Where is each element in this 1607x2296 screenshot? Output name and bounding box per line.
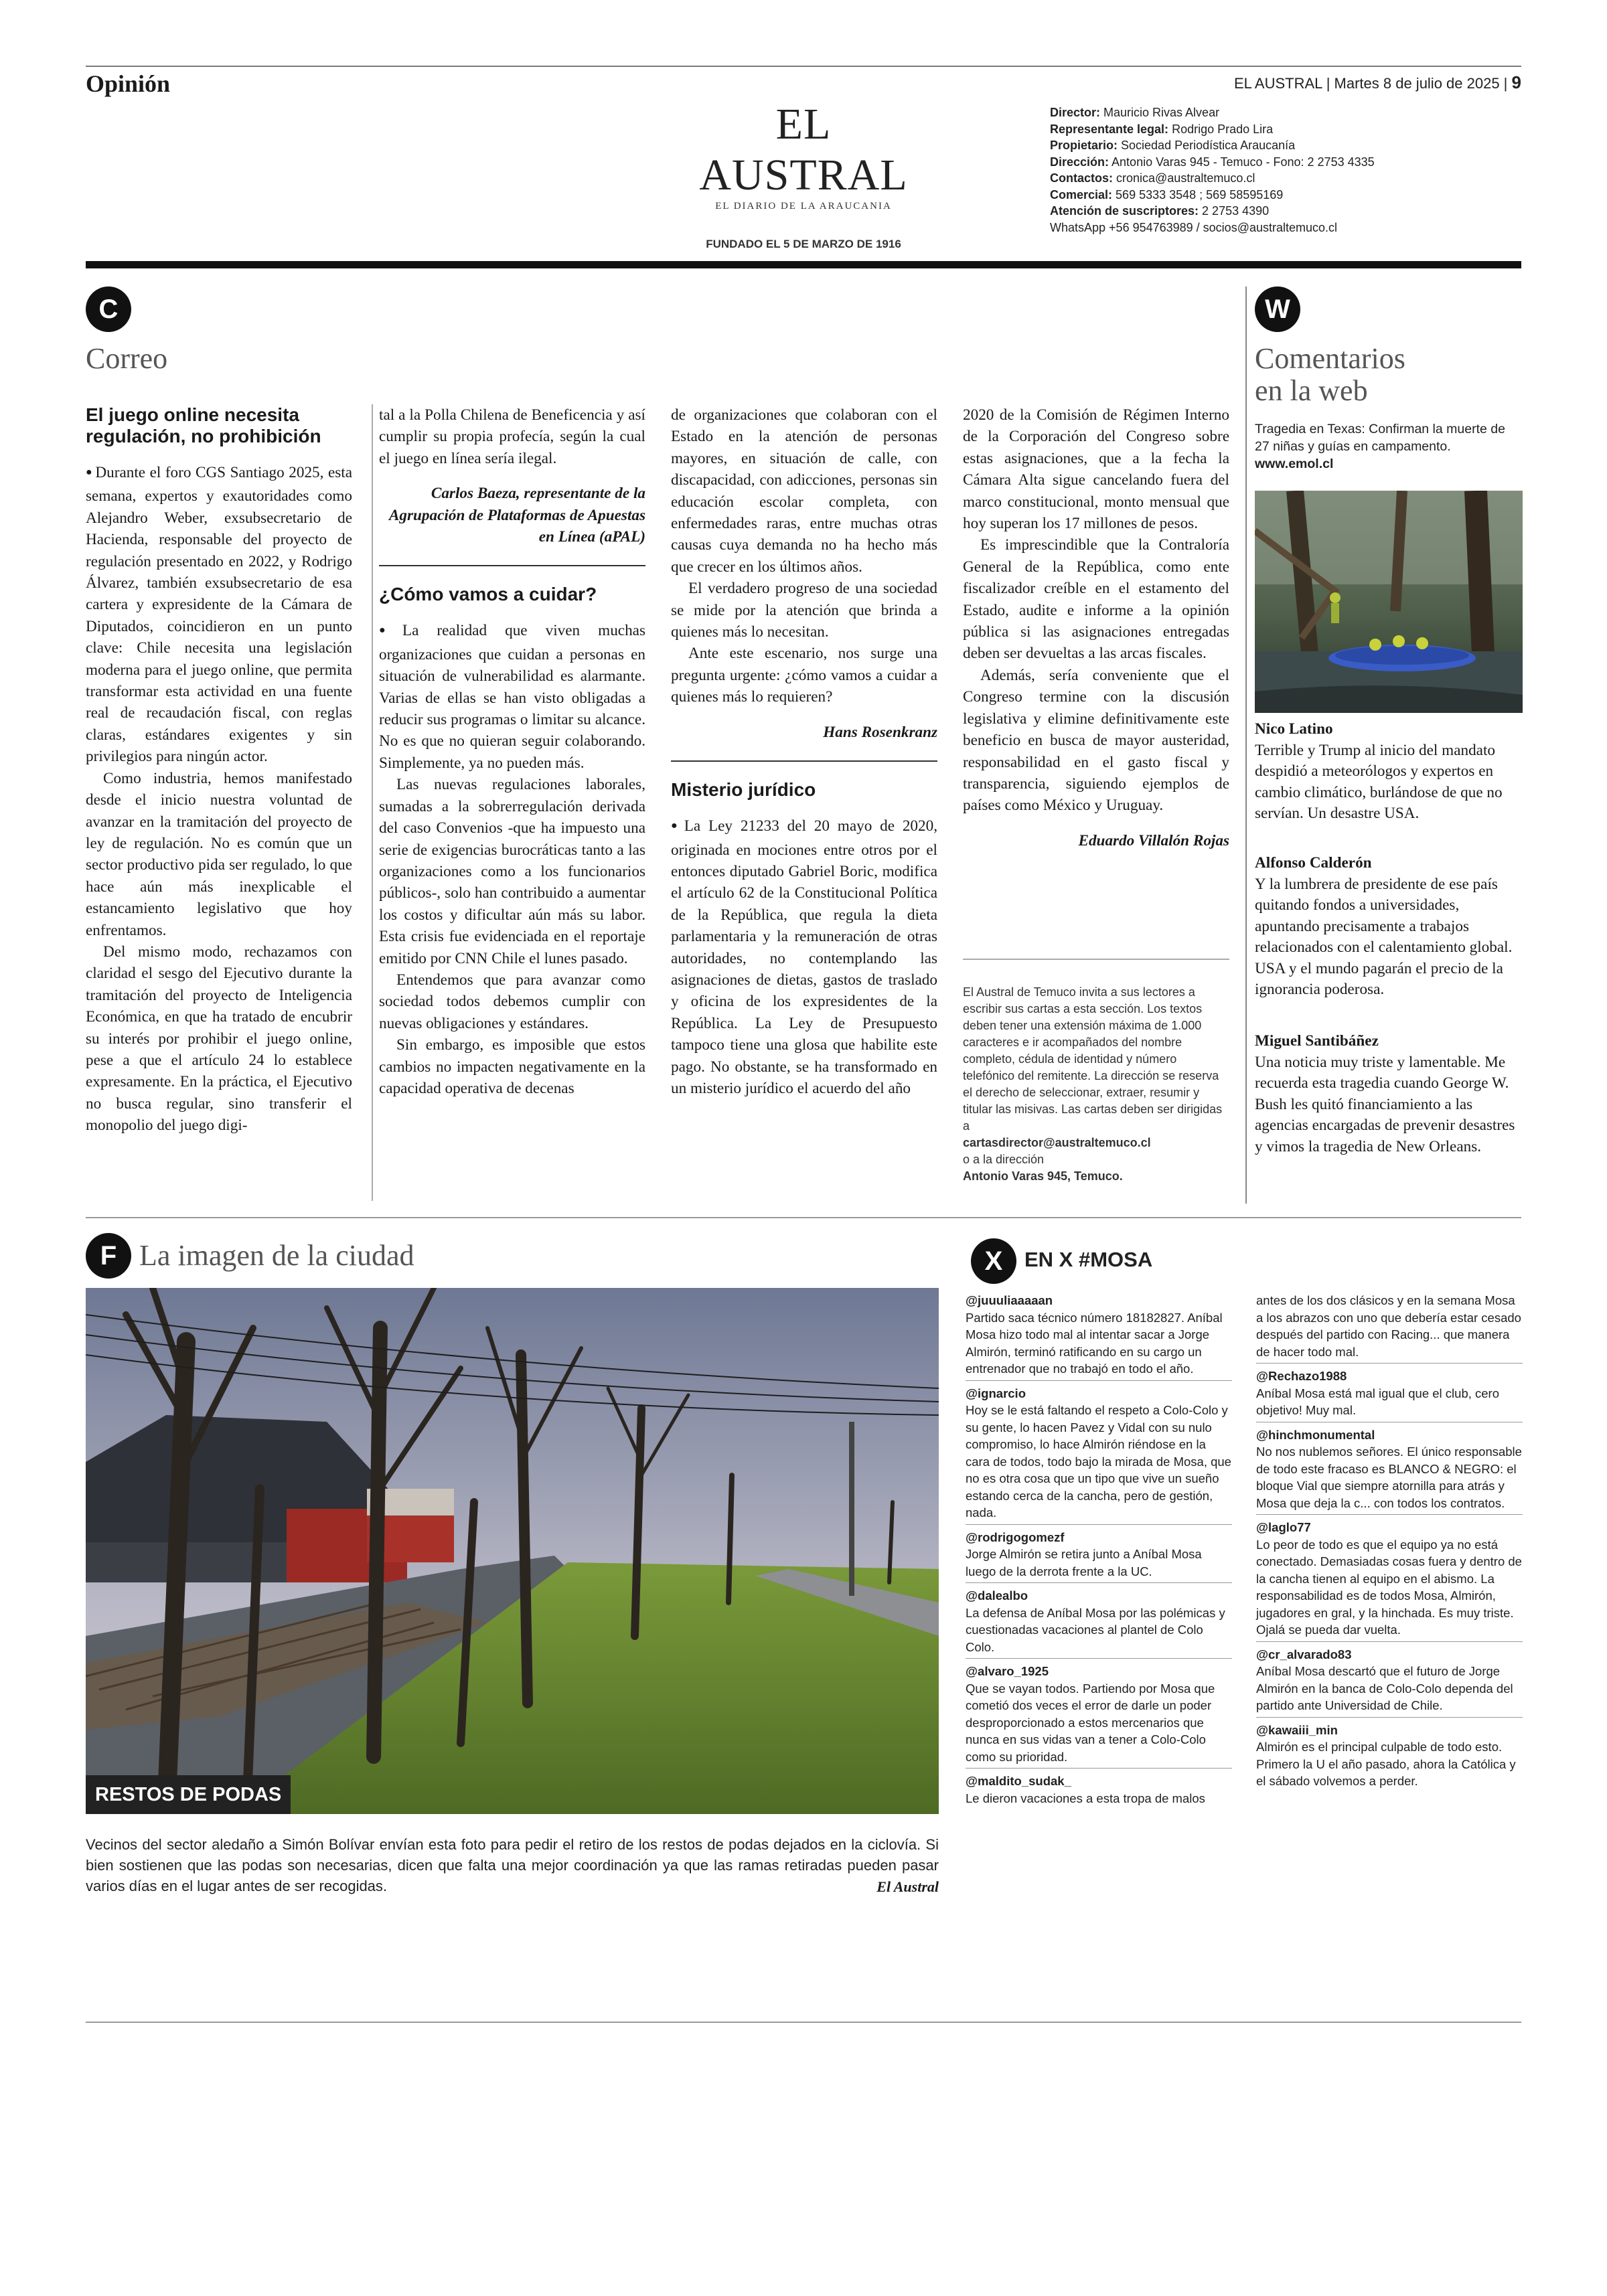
letter-paragraph: ● La realidad que viven muchas organizaciones que cuidan a personas en situación de vulnerabilidad es alarmante. Varias de ellas se han visto obligadas a reducir sus programas o limitar su alcance. No es que no quieran seguir colaborando. Simplemente, ya no pueden más. bbox=[379, 620, 645, 774]
masthead-title: EL AUSTRAL bbox=[699, 100, 908, 199]
correo-title: Correo bbox=[86, 342, 168, 375]
web-comment-name: Miguel Santibáñez bbox=[1255, 1032, 1379, 1050]
top-rule bbox=[86, 66, 1521, 67]
header-thick-rule bbox=[86, 261, 1521, 268]
staff-label: Director: bbox=[1050, 106, 1101, 119]
pruning-photo-illustration bbox=[86, 1288, 939, 1814]
tweet-text: Aníbal Mosa descartó que el futuro de Jorge Almirón en la banca de Colo-Colo dependa del partido ante Universidad de Chile. bbox=[1256, 1664, 1513, 1712]
tweet bbox=[966, 1292, 1232, 1381]
letter-paragraph: tal a la Polla Chilena de Beneficencia y así cumplir su propia profecía, según la cual el juego en línea sería ilegal. bbox=[379, 406, 645, 467]
tweet bbox=[1256, 1646, 1523, 1718]
web-letter-icon: W bbox=[1255, 286, 1300, 332]
letter-paragraph: Sin embargo, es imposible que estos cambios no impacten negativamente en la capacidad operativa de decenas bbox=[379, 1036, 645, 1097]
tweet-text: La defensa de Aníbal Mosa por las polémicas y cuestionadas vacaciones al plantel de Colo Colo. bbox=[966, 1605, 1225, 1654]
letter-paragraph: ● La Ley 21233 del 20 mayo de 2020, originada en mociones entre otros por el entonces diputado Gabriel Boric, modifica el artículo 62 de la Constitucional Política de la República, que regula la dieta parlamentaria y la remuneración de otras autoridades, no contemplando las asignaciones de dietas, gastos de traslado y oficina de los expresidentes de la República. La Ley de Presupuesto tampoco tiene una glosa que habilite este pago. No obstante, se ha transformado en un misterio jurídico el acuerdo del año bbox=[671, 815, 937, 1099]
letter-column-3 bbox=[671, 404, 937, 1099]
photo-caption-label: RESTOS DE PODAS bbox=[86, 1775, 291, 1814]
letter-paragraph: de organizaciones que colaboran con el Estado en la atención de personas mayores, en situación de calle, con discapacidad, con adicciones, personas sin educación escolar completa, con enfermedades raras, entre muchas otras causas cuya demanda no ha hecho más que crecer en los últimos años. bbox=[671, 406, 937, 576]
tweet-continuation bbox=[1256, 1292, 1523, 1364]
tweet-text: Partido saca técnico número 18182827. Aníbal Mosa hizo todo mal al intentar sacar a Jorge Almirón, terminó ratificando en su cargo un entrenador que no trabajó en todo el año. bbox=[966, 1310, 1223, 1376]
founded-date: FUNDADO EL 5 DE MARZO DE 1916 bbox=[706, 238, 901, 250]
tweet-user[interactable]: @hinchmonumental bbox=[1256, 1427, 1375, 1442]
x-logo-icon: X bbox=[971, 1238, 1016, 1284]
bottom-rule bbox=[86, 2022, 1521, 2023]
web-comment-text: Terrible y Trump al inicio del mandato despidió a meteorólogos y expertos en cambio climático, burlándose de que no servían. Un desastre USA. bbox=[1255, 741, 1503, 822]
staff-row bbox=[1050, 137, 1478, 154]
x-section-title: EN X #MOSA bbox=[1024, 1248, 1153, 1271]
staff-value: Sociedad Periodística Araucanía bbox=[1118, 139, 1296, 152]
note-divider bbox=[963, 959, 1229, 960]
staff-row bbox=[1050, 220, 1478, 236]
tweet bbox=[966, 1773, 1232, 1809]
tweet-user[interactable]: @cr_alvarado83 bbox=[1256, 1647, 1352, 1661]
web-comment-name: Alfonso Calderón bbox=[1255, 854, 1372, 872]
web-title-line2: en la web bbox=[1255, 374, 1368, 407]
paper-date-text: EL AUSTRAL | Martes 8 de julio de 2025 | bbox=[1233, 75, 1508, 92]
tweet bbox=[966, 1385, 1232, 1525]
letter-signature: Carlos Baeza, representante de la Agrupación de Plataformas de Apuestas en Línea (aPAL) bbox=[388, 485, 645, 546]
page-number: 9 bbox=[1511, 72, 1521, 92]
letter-divider bbox=[671, 760, 937, 762]
letter-paragraph: Del mismo modo, rechazamos con claridad el sesgo del Ejecutivo durante la tramitación del proyecto de Inteligencia Económica, en que ha tratado de encubrir su interés por prohibir el juego online, pese a que el artículo 24 lo establece expresamente. En la práctica, el Ejecutivo no busca regular, sino transferir el monopolio del juego digi- bbox=[86, 942, 352, 1135]
tweet bbox=[966, 1529, 1232, 1584]
staff-value: Rodrigo Prado Lira bbox=[1168, 122, 1274, 136]
tweet-column-1 bbox=[966, 1292, 1232, 1813]
city-photo bbox=[86, 1288, 939, 1814]
submission-note bbox=[963, 984, 1229, 1185]
letter-signature: Eduardo Villalón Rojas bbox=[1078, 831, 1229, 849]
photo-caption-text: Vecinos del sector aledaño a Simón Bolívar envían esta foto para pedir el retiro de los restos de podas dejados en la ciclovía. Si bien sostienen que las podas son necesarias, dicen que falta una mejor coordinación ya que las ramas retiradas pueden pasar varios días en el lugar antes de ser recogidas. bbox=[86, 1836, 939, 1894]
staff-row bbox=[1050, 104, 1478, 121]
staff-value: 2 2753 4390 bbox=[1199, 204, 1270, 218]
staff-value: cronica@australtemuco.cl bbox=[1113, 171, 1255, 185]
letter-headline: El juego online necesita regulación, no prohibición bbox=[86, 404, 321, 446]
tweet-text: Jorge Almirón se retira junto a Aníbal Mosa luego de la derrota frente a la UC. bbox=[966, 1547, 1202, 1578]
tweet-text: Que se vayan todos. Partiendo por Mosa que cometió dos veces el error de darle un poder desproporcionado a estos mercenarios que nunca en sus vidas van a tener a Colo-Colo como su prioridad. bbox=[966, 1681, 1215, 1764]
section-label: Opinión bbox=[86, 70, 171, 97]
tweet-user[interactable]: @maldito_sudak_ bbox=[966, 1774, 1071, 1788]
staff-row bbox=[1050, 121, 1478, 138]
letter-paragraph: Entendemos que para avanzar como sociedad todos debemos cumplir con nuevas obligaciones y estándares. bbox=[379, 971, 645, 1032]
web-source: www.emol.cl bbox=[1255, 457, 1334, 471]
imagen-letter-icon: F bbox=[86, 1233, 131, 1279]
web-comment-name: Nico Latino bbox=[1255, 720, 1333, 738]
mid-rule bbox=[86, 1217, 1521, 1218]
flood-photo-illustration bbox=[1255, 491, 1523, 713]
tweet-user[interactable]: @juuuliaaaaan bbox=[966, 1293, 1053, 1307]
correo-letter-icon: C bbox=[86, 286, 131, 332]
web-photo bbox=[1255, 491, 1523, 713]
tweet-text: Le dieron vacaciones a esta tropa de malos bbox=[966, 1791, 1205, 1805]
web-comment bbox=[1255, 1031, 1523, 1157]
column-divider bbox=[372, 404, 373, 1201]
letter-column-1 bbox=[86, 404, 352, 1137]
tweet-user[interactable]: @alvaro_1925 bbox=[966, 1664, 1049, 1678]
letter-paragraph: Además, sería conveniente que el Congreso termine con la discusión legislativa y elimine definitivamente este beneficio en busca de mayor austeridad, responsabilidad en el gasto fiscal y transparencia, siguiendo ejemplos de países como México y Uruguay. bbox=[963, 666, 1229, 815]
staff-row bbox=[1050, 203, 1478, 220]
photo-credit: El Austral bbox=[876, 1878, 939, 1895]
staff-row bbox=[1050, 154, 1478, 171]
tweet-text: Lo peor de todo es que el equipo ya no está conectado. Demasiadas cosas fuera y dentro de la cancha tienen al equipo en el abismo. La responsabilidad es de todos Mosa, Almirón, jugadores en gral, y la hinchada. Es muy triste. Ojalá se pueda dar vuelta. bbox=[1256, 1537, 1522, 1637]
web-title bbox=[1255, 343, 1405, 407]
tweet bbox=[1256, 1426, 1523, 1515]
tweet-list bbox=[1256, 1368, 1523, 1793]
note-email: cartasdirector@australtemuco.cl bbox=[963, 1136, 1151, 1149]
tweet-user[interactable]: @Rechazo1988 bbox=[1256, 1369, 1347, 1383]
letter-column-4 bbox=[963, 404, 1229, 851]
staff-label: Representante legal: bbox=[1050, 122, 1169, 136]
masthead bbox=[670, 99, 937, 251]
tweet-user[interactable]: @kawaiii_min bbox=[1256, 1722, 1338, 1737]
tweet-text: Hoy se le está faltando el respeto a Colo-Colo y su gente, lo hacen Pavez y Vidal con su nulo compromiso, lo hace Almirón riéndose en la cara de todos, todo bajo la mirada de Mosa, que no es otra cosa que un tipo que vive un sueño estando cerca de la cancha, pero de gestión, nada. bbox=[966, 1403, 1231, 1520]
staff-value: Mauricio Rivas Alvear bbox=[1100, 106, 1220, 119]
web-story-text: Tragedia en Texas: Confirman la muerte de 27 niñas y guías en campamento. bbox=[1255, 422, 1505, 454]
tweet-user[interactable]: @rodrigogomezf bbox=[966, 1530, 1065, 1544]
staff-value: WhatsApp +56 954763989 / socios@australtemuco.cl bbox=[1050, 220, 1338, 234]
tweet-column-2 bbox=[1256, 1292, 1523, 1797]
web-divider bbox=[1245, 286, 1247, 1204]
letter-paragraph: 2020 de la Comisión de Régimen Interno de la Corporación del Congreso sobre estas asignaciones, que a la fecha la Cámara Alta sigue cancelando fuera del marco constitucional, monto mensual que hoy superan los 17 millones de pesos. bbox=[963, 406, 1229, 533]
note-or: o a la dirección bbox=[963, 1153, 1045, 1166]
letter-divider bbox=[379, 565, 645, 566]
letter-paragraph: Como industria, hemos manifestado desde el inicio nuestra voluntad de avanzar en la tramitación del proyecto de ley de regulación. No es común que un sector productivo pida ser regulado, lo que hace aún más inexplicable el estancamiento legislativo que hoy enfrentamos. bbox=[86, 769, 352, 939]
staff-box bbox=[1050, 104, 1478, 236]
web-story bbox=[1255, 420, 1519, 473]
letter-signature: Hans Rosenkranz bbox=[823, 723, 937, 741]
staff-value: Antonio Varas 945 - Temuco - Fono: 2 2753 4335 bbox=[1109, 155, 1375, 169]
tweet-text: antes de los dos clásicos y en la semana Mosa a los abrazos con uno que debería estar cesado después del partido con Racing... que manera de hacer todo mal. bbox=[1256, 1293, 1521, 1359]
tweet-text: No nos nublemos señores. El único responsable de todo este fracaso es BLANCO & NEGRO: el bloque Vial que siempre atornilla para atrás y Mosa que deja la c... con todos los contratos. bbox=[1256, 1445, 1522, 1510]
tweet bbox=[1256, 1368, 1523, 1422]
web-comment-text: Una noticia muy triste y lamentable. Me recuerda esta tragedia cuando George W. Bush les quitó financiamiento a las agencias encargadas de prevenir desastres y vimos la tragedia de New Orleans. bbox=[1255, 1053, 1515, 1155]
web-comment bbox=[1255, 853, 1523, 1001]
web-comment bbox=[1255, 719, 1523, 825]
masthead-subtitle: EL DIARIO DE LA ARAUCANIA bbox=[715, 201, 892, 212]
letter-headline: ¿Cómo vamos a cuidar? bbox=[379, 584, 597, 605]
tweet bbox=[966, 1587, 1232, 1659]
web-title-line1: Comentarios bbox=[1255, 342, 1405, 375]
tweet-text: Aníbal Mosa está mal igual que el club, cero objetivo! Muy mal. bbox=[1256, 1386, 1500, 1417]
staff-label: Dirección: bbox=[1050, 155, 1109, 169]
staff-label: Propietario: bbox=[1050, 139, 1118, 152]
tweet-user[interactable]: @dalealbo bbox=[966, 1588, 1028, 1603]
staff-label: Contactos: bbox=[1050, 171, 1113, 185]
tweet-user[interactable]: @laglo77 bbox=[1256, 1520, 1311, 1534]
tweet-user[interactable]: @ignarcio bbox=[966, 1386, 1026, 1400]
tweet bbox=[966, 1663, 1232, 1769]
letter-headline: Misterio jurídico bbox=[671, 779, 816, 801]
staff-row bbox=[1050, 170, 1478, 187]
letter-paragraph: Es imprescindible que la Contraloría General de la República, como ente fiscalizador creíble en el estamento del Estado, audite e informe a la opinión pública si las asignaciones entregadas deben ser devueltas a las arcas fiscales. bbox=[963, 536, 1229, 663]
tweet bbox=[1256, 1519, 1523, 1642]
tweet bbox=[1256, 1722, 1523, 1793]
staff-row bbox=[1050, 187, 1478, 203]
staff-label: Atención de suscriptores: bbox=[1050, 204, 1199, 218]
letter-column-2 bbox=[379, 404, 645, 1099]
web-comment-text: Y la lumbrera de presidente de ese país quitando fondos a universidades, apuntando precisamente a trabajos relacionados con el calentamiento global. USA y el mundo pagarán el precio de la ignorancia poderosa. bbox=[1255, 875, 1513, 998]
note-address: Antonio Varas 945, Temuco. bbox=[963, 1169, 1123, 1183]
staff-label: Comercial: bbox=[1050, 187, 1113, 201]
letter-paragraph: El verdadero progreso de una sociedad se mide por la atención que brinda a quienes más lo necesitan. bbox=[671, 580, 937, 641]
paper-date bbox=[1234, 72, 1521, 93]
letter-paragraph: Las nuevas regulaciones laborales, sumadas a la sobrerregulación derivada del caso Convenios -que ha impuesto una serie de exigencias burocráticas tanto a las organizaciones como a los funcionarios públicos-, solo han contribuido a aumentar los costos y dificultar aún más su labor. Esta crisis fue evidenciada en el reportaje emitido por CNN Chile el lunes pasado. bbox=[379, 776, 645, 967]
letter-paragraph: Ante este escenario, nos surge una pregunta urgente: ¿cómo vamos a cuidar a quienes más lo requieren? bbox=[671, 645, 937, 706]
imagen-title: La imagen de la ciudad bbox=[139, 1239, 414, 1272]
letter-paragraph: ● Durante el foro CGS Santiago 2025, esta semana, expertos y exautoridades como Alejandro Weber, exsubsecretario de Hacienda, responsable del proyecto de regulación presentado en 2022, y Rodrigo Álvarez, también exsubsecretario de esa cartera y expresidente de la Cámara de Diputados, coincidieron en un punto clave: Chile necesita una legislación moderna para el juego online, que permita transformar esta actividad en una fuente real de recaudación fiscal, con reglas claras, estándares exigentes y sin privilegios para ningún actor. bbox=[86, 462, 352, 768]
staff-value: 569 5333 3548 ; 569 58595169 bbox=[1112, 187, 1284, 201]
tweet-text: Almirón es el principal culpable de todo esto. Primero la U el año pasado, ahora la Católica y el sábado volvemos a perder. bbox=[1256, 1740, 1516, 1788]
note-text: El Austral de Temuco invita a sus lectores a escribir sus cartas a esta sección. Los textos deben tener una extensión máxima de 1.000 caracteres e ir acompañados del nombre completo, cédula de identidad y número telefónico del remitente. La dirección se reserva el derecho de seleccionar, extraer, resumir y titular las misivas. Las cartas deben ser dirigidas a bbox=[963, 985, 1223, 1133]
